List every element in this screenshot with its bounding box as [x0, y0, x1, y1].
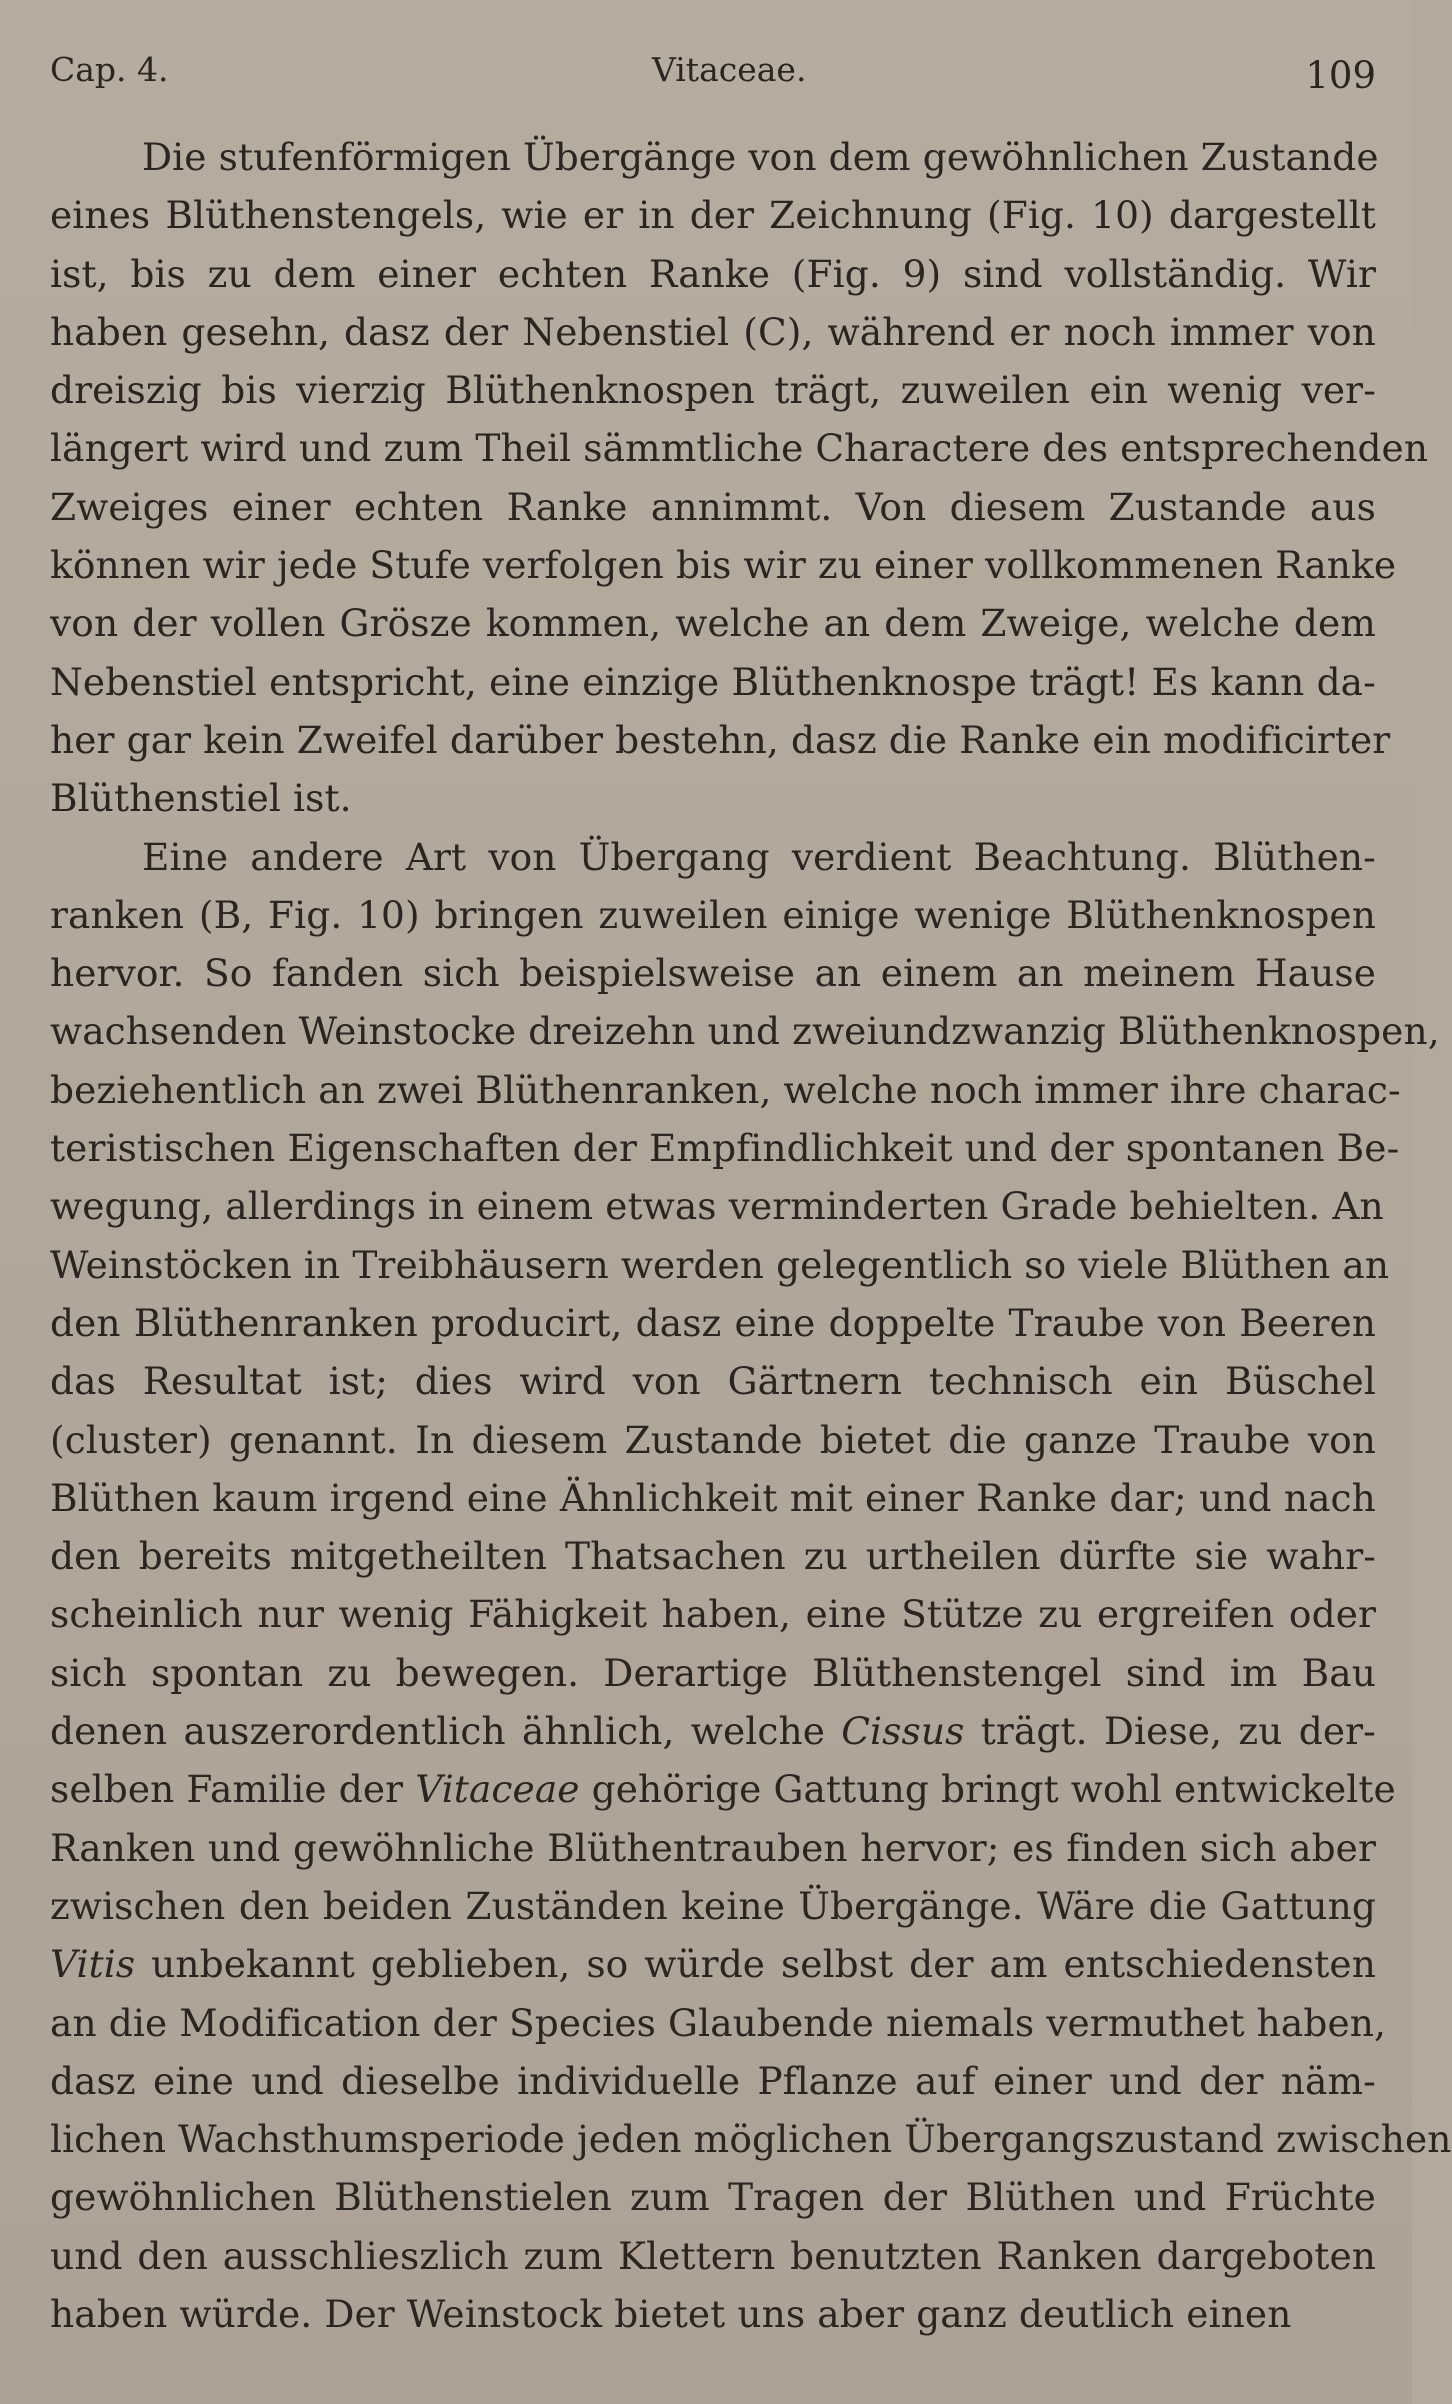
- text-line: können wir jede Stufe verfolgen bis wir zu einer vollkommenen Ranke: [50, 543, 1397, 588]
- text-line: her gar kein Zweifel darüber bestehn, dasz die Ranke ein modificirter: [50, 717, 1391, 762]
- section-title: Vitaceae.: [652, 50, 807, 89]
- text-line: lichen Wachsthumsperiode jeden möglichen Übergangszustand zwischen: [50, 2117, 1452, 2162]
- text-line: ist, bis zu dem einer echten Ranke (Fig. 9) sind vollständig. Wir: [50, 251, 1377, 296]
- text-line: Nebenstiel entspricht, eine einzige Blüthenknospe trägt! Es kann da-: [50, 659, 1376, 704]
- text-line: längert wird und zum Theil sämmtliche Charactere des entsprechenden: [50, 426, 1429, 471]
- text-line: Blüthen kaum irgend eine Ähnlichkeit mit einer Ranke dar; und nach: [50, 1475, 1376, 1520]
- text-line: Vitis unbekannt geblieben, so würde selbst der am entschiedensten: [50, 1942, 1376, 1987]
- text-line: Ranken und gewöhnliche Blüthentrauben hervor; es finden sich aber: [50, 1825, 1377, 1870]
- text-line: wachsenden Weinstocke dreizehn und zweiundzwanzig Blüthenknospen,: [50, 1009, 1440, 1054]
- text-line: hervor. So fanden sich beispielsweise an einem an meinem Hause: [50, 951, 1377, 996]
- text-line: und den ausschlieszlich zum Klettern benutzten Ranken dargeboten: [50, 2233, 1377, 2278]
- text-line: von der vollen Grösze kommen, welche an dem Zweige, welche dem: [50, 601, 1376, 646]
- text-line: Weinstöcken in Treibhäusern werden gelegentlich so viele Blüthen an: [50, 1242, 1390, 1287]
- chapter-label: Cap. 4.: [50, 50, 169, 89]
- text-line: gewöhnlichen Blüthenstielen zum Tragen der Blüthen und Früchte: [50, 2175, 1376, 2220]
- text-line: wegung, allerdings in einem etwas verminderten Grade behielten. An: [50, 1184, 1384, 1229]
- text-line: den Blüthenranken producirt, dasz eine doppelte Traube von Beeren: [50, 1300, 1377, 1345]
- text-line: den bereits mitgetheilten Thatsachen zu urtheilen dürfte sie wahr-: [50, 1534, 1376, 1579]
- text-line: zwischen den beiden Zuständen keine Übergänge. Wäre die Gattung: [50, 1883, 1376, 1928]
- text-line: ranken (B, Fig. 10) bringen zuweilen einige wenige Blüthenknospen: [50, 892, 1376, 937]
- running-header: [50, 40, 1376, 100]
- text-line: selben Familie der Vitaceae gehörige Gattung bringt wohl entwickelte: [50, 1767, 1396, 1812]
- text-line: Blüthenstiel ist.: [50, 776, 352, 821]
- text-line: (cluster) genannt. In diesem Zustande bietet die ganze Traube von: [50, 1417, 1377, 1462]
- text-line: scheinlich nur wenig Fähigkeit haben, eine Stütze zu ergreifen oder: [50, 1592, 1377, 1637]
- text-line: an die Modification der Species Glaubende niemals vermuthet haben,: [50, 2000, 1387, 2045]
- text-line: beziehentlich an zwei Blüthenranken, welche noch immer ihre charac-: [50, 1067, 1401, 1112]
- text-line: Zweiges einer echten Ranke annimmt. Von diesem Zustande aus: [50, 484, 1376, 529]
- body-text: [50, 128, 1452, 2343]
- text-line: dreiszig bis vierzig Blüthenknospen trägt, zuweilen ein wenig ver-: [50, 368, 1376, 413]
- text-line: denen auszerordentlich ähnlich, welche Cissus trägt. Diese, zu der-: [50, 1709, 1376, 1754]
- text-line: dasz eine und dieselbe individuelle Pflanze auf einer und der näm-: [50, 2058, 1376, 2103]
- text-line: eines Blüthenstengels, wie er in der Zeichnung (Fig. 10) dargestellt: [50, 193, 1376, 238]
- page-number: 109: [1305, 54, 1376, 97]
- text-line: das Resultat ist; dies wird von Gärtnern technisch ein Büschel: [50, 1359, 1376, 1404]
- text-line: haben würde. Der Weinstock bietet uns aber ganz deutlich einen: [50, 2291, 1292, 2336]
- text-line: teristischen Eigenschaften der Empfindlichkeit und der spontanen Be-: [50, 1126, 1400, 1171]
- text-line: sich spontan zu bewegen. Derartige Blüthenstengel sind im Bau: [50, 1650, 1376, 1695]
- text-line: Eine andere Art von Übergang verdient Beachtung. Blüthen-: [142, 834, 1376, 879]
- text-line: haben gesehn, dasz der Nebenstiel (C), während er noch immer von: [50, 309, 1376, 354]
- text-line: Die stufenförmigen Übergänge von dem gewöhnlichen Zustande: [142, 135, 1379, 179]
